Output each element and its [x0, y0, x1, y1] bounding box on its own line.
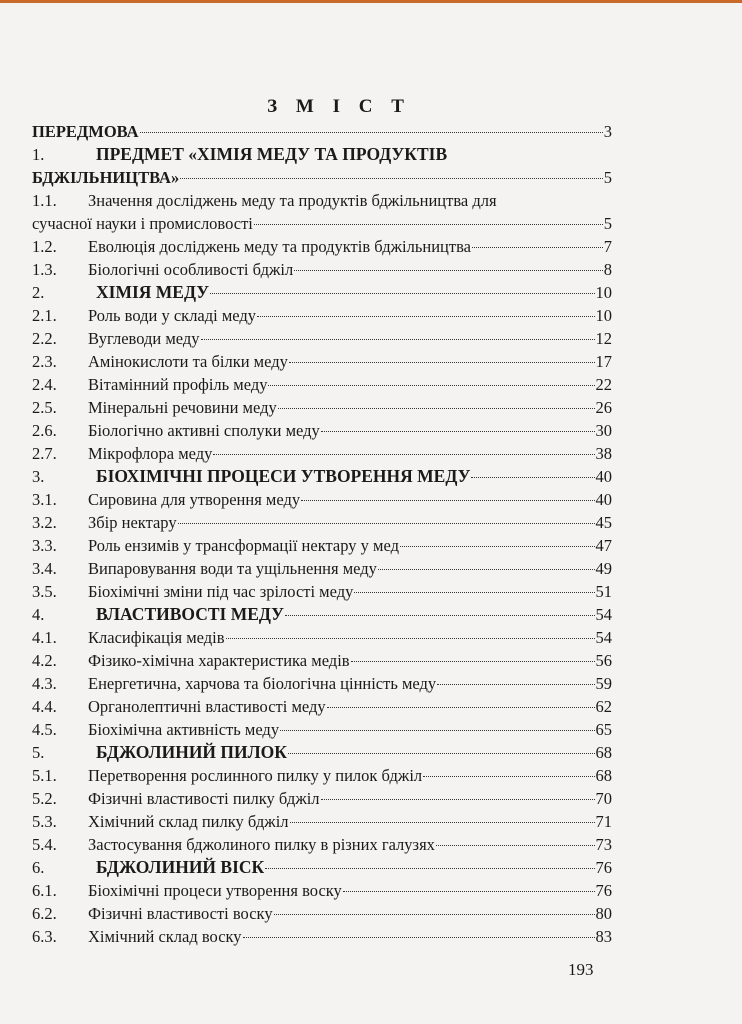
toc-entry-label: Застосування бджолиного пилку в різних галузях [88, 835, 435, 854]
toc-entry-page: 51 [595, 582, 612, 601]
toc-entry-label: ПЕРЕДМОВА [32, 122, 139, 141]
toc-entry-label: Перетворення рослинного пилку у пилок бджіл [88, 766, 423, 785]
toc-entry-label: Вуглеводи меду [88, 329, 200, 348]
toc-leader-dots [213, 454, 594, 455]
toc-entry-page: 49 [595, 559, 612, 578]
toc-leader-dots [290, 822, 595, 823]
toc-entry [32, 442, 612, 465]
toc-entry [32, 833, 612, 856]
toc-leader-dots [378, 569, 595, 570]
toc-entry-page: 3 [603, 122, 612, 141]
toc-entry [32, 465, 612, 488]
toc-entry [32, 488, 612, 511]
toc-entry-label: БДЖІЛЬНИЦТВА» [32, 168, 180, 187]
toc-entry [32, 373, 612, 396]
toc-entry [32, 741, 612, 764]
toc-leader-dots [285, 615, 594, 616]
toc-entry-page: 26 [595, 398, 612, 417]
toc-entry-label: Фізичні властивості воску [88, 904, 273, 923]
toc-entry-number: 3.4. [32, 559, 57, 578]
toc-entry-page: 76 [595, 881, 612, 900]
toc-entry-page: 54 [595, 628, 612, 647]
toc-entry [32, 580, 612, 603]
toc-entry-number: 6.3. [32, 927, 57, 946]
toc-entry-page: 38 [595, 444, 612, 463]
toc-leader-dots [472, 247, 603, 248]
toc-entry-number: 3.5. [32, 582, 57, 601]
toc-entry [32, 856, 612, 879]
toc-leader-dots [321, 799, 595, 800]
toc-leader-dots [243, 937, 595, 938]
toc-entry-number: 5.3. [32, 812, 57, 831]
toc-entry [32, 166, 612, 189]
toc-entry-page: 83 [595, 927, 612, 946]
toc-entry-label: Біологічні особливості бджіл [88, 260, 294, 279]
toc-entry-label: Сировина для утворення меду [88, 490, 301, 509]
toc-entry-label: Значення досліджень меду та продуктів бджільництва для [88, 191, 497, 210]
toc-entry-label: Роль води у складі меду [88, 306, 257, 325]
toc-entry-label: Біохімічні процеси утворення воску [88, 881, 342, 900]
toc-entry-page: 22 [595, 375, 612, 394]
toc-entry-number: 2.2. [32, 329, 57, 348]
toc-entry-page: 65 [595, 720, 612, 739]
toc-entry-label: Вітамінний профіль меду [88, 375, 268, 394]
toc-leader-dots [437, 684, 594, 685]
toc-entry-page: 56 [595, 651, 612, 670]
toc-entry-label: Випаровування води та ущільнення меду [88, 559, 377, 578]
toc-entry [32, 235, 612, 258]
toc-entry [32, 281, 612, 304]
toc-list [32, 120, 612, 948]
toc-entry-page: 10 [595, 283, 612, 302]
toc-entry-label: БІОХІМІЧНІ ПРОЦЕСИ УТВОРЕННЯ МЕДУ [96, 466, 471, 486]
toc-entry [32, 718, 612, 741]
toc-entry [32, 695, 612, 718]
toc-entry-label: Органолептичні властивості меду [88, 697, 326, 716]
toc-entry-number: 2.5. [32, 398, 57, 417]
toc-entry-label: Біохімічна активність меду [88, 720, 280, 739]
toc-leader-dots [400, 546, 595, 547]
toc-entry [32, 925, 612, 948]
toc-entry-label: ХІМІЯ МЕДУ [96, 282, 210, 302]
toc-entry-number: 3.1. [32, 490, 57, 509]
toc-leader-dots [301, 500, 594, 501]
toc-entry-page: 70 [595, 789, 612, 808]
toc-entry [32, 212, 612, 235]
toc-leader-dots [289, 362, 595, 363]
toc-entry-number: 1. [32, 145, 45, 164]
toc-entry-number: 4. [32, 605, 45, 624]
toc-entry-number: 3.3. [32, 536, 57, 555]
toc-entry [32, 557, 612, 580]
toc-leader-dots [351, 661, 595, 662]
toc-entry-label: БДЖОЛИНИЙ ВІСК [96, 857, 265, 877]
toc-leader-dots [354, 592, 594, 593]
toc-entry-number: 4.1. [32, 628, 57, 647]
toc-entry [32, 603, 612, 626]
toc-entry [32, 764, 612, 787]
toc-entry-label: Фізичні властивості пилку бджіл [88, 789, 320, 808]
toc-leader-dots [178, 523, 595, 524]
toc-leader-dots [257, 316, 594, 317]
toc-entry-label: Фізико-хімічна характеристика медів [88, 651, 350, 670]
toc-entry-label: ВЛАСТИВОСТІ МЕДУ [96, 604, 285, 624]
toc-leader-dots [280, 730, 594, 731]
toc-entry-number: 5.2. [32, 789, 57, 808]
toc-leader-dots [265, 868, 594, 869]
toc-entry-number: 2.6. [32, 421, 57, 440]
toc-entry-label: Хімічний склад пилку бджіл [88, 812, 289, 831]
table-of-contents [32, 94, 612, 948]
toc-entry-label: Біохімічні зміни під час зрілості меду [88, 582, 354, 601]
toc-entry-number: 5.4. [32, 835, 57, 854]
toc-entry-number: 6. [32, 858, 45, 877]
toc-entry-number: 4.4. [32, 697, 57, 716]
toc-entry-label: Амінокислоти та білки меду [88, 352, 288, 371]
toc-entry [32, 189, 612, 212]
toc-entry-page: 71 [595, 812, 612, 831]
toc-entry-page: 30 [595, 421, 612, 440]
toc-entry-number: 2.4. [32, 375, 57, 394]
toc-entry-number: 2. [32, 283, 45, 302]
toc-entry-page: 40 [595, 490, 612, 509]
toc-entry-label: БДЖОЛИНИЙ ПИЛОК [96, 742, 287, 762]
toc-entry [32, 810, 612, 833]
toc-leader-dots [343, 891, 595, 892]
toc-entry-page: 45 [595, 513, 612, 532]
toc-entry-number: 4.5. [32, 720, 57, 739]
toc-entry-page: 59 [595, 674, 612, 693]
toc-entry-page: 73 [595, 835, 612, 854]
page-edge [0, 0, 742, 3]
toc-entry [32, 396, 612, 419]
toc-leader-dots [254, 224, 603, 225]
toc-entry [32, 879, 612, 902]
toc-entry-number: 2.7. [32, 444, 57, 463]
toc-entry-number: 1.3. [32, 260, 57, 279]
toc-entry-page: 7 [603, 237, 612, 256]
toc-leader-dots [436, 845, 595, 846]
toc-entry [32, 143, 612, 166]
toc-entry [32, 258, 612, 281]
toc-entry [32, 534, 612, 557]
toc-entry-number: 5.1. [32, 766, 57, 785]
page-number: 193 [568, 960, 594, 979]
toc-leader-dots [294, 270, 603, 271]
toc-entry-label: Енергетична, харчова та біологічна цінність меду [88, 674, 437, 693]
toc-entry [32, 304, 612, 327]
toc-entry-page: 47 [595, 536, 612, 555]
toc-leader-dots [288, 753, 595, 754]
toc-entry-page: 10 [595, 306, 612, 325]
toc-leader-dots [471, 477, 594, 478]
toc-entry-page: 80 [595, 904, 612, 923]
toc-entry [32, 649, 612, 672]
toc-entry [32, 626, 612, 649]
toc-entry-number: 4.3. [32, 674, 57, 693]
toc-entry-page: 40 [595, 467, 612, 486]
toc-entry-number: 1.1. [32, 191, 57, 210]
toc-entry-label: Біологічно активні сполуки меду [88, 421, 320, 440]
toc-entry-label: Хімічний склад воску [88, 927, 242, 946]
toc-entry [32, 120, 612, 143]
toc-entry-page: 5 [603, 214, 612, 233]
toc-leader-dots [226, 638, 595, 639]
toc-leader-dots [201, 339, 595, 340]
toc-entry [32, 350, 612, 373]
toc-entry-page: 5 [603, 168, 612, 187]
toc-entry-number: 3. [32, 467, 45, 486]
toc-entry-page: 54 [595, 605, 612, 624]
toc-entry-number: 5. [32, 743, 45, 762]
toc-entry-page: 68 [595, 766, 612, 785]
toc-entry-label: Еволюція досліджень меду та продуктів бджільництва [88, 237, 471, 256]
toc-leader-dots [180, 178, 603, 179]
toc-leader-dots [321, 431, 595, 432]
toc-entry-number: 6.2. [32, 904, 57, 923]
page-title: З М І С Т [267, 96, 411, 117]
toc-entry-page: 76 [595, 858, 612, 877]
toc-leader-dots [268, 385, 594, 386]
toc-leader-dots [274, 914, 595, 915]
toc-entry-label: Збір нектару [88, 513, 177, 532]
toc-entry-number: 3.2. [32, 513, 57, 532]
toc-entry-number: 1.2. [32, 237, 57, 256]
toc-leader-dots [278, 408, 595, 409]
toc-entry [32, 787, 612, 810]
toc-entry-page: 62 [595, 697, 612, 716]
toc-entry-number: 2.1. [32, 306, 57, 325]
toc-entry [32, 419, 612, 442]
toc-entry [32, 511, 612, 534]
toc-entry-label: Мінеральні речовини меду [88, 398, 277, 417]
toc-entry-label: Класифікація медів [88, 628, 225, 647]
toc-entry-label: ПРЕДМЕТ «ХІМІЯ МЕДУ ТА ПРОДУКТІВ [96, 144, 448, 164]
toc-leader-dots [327, 707, 595, 708]
toc-entry-page: 8 [603, 260, 612, 279]
toc-leader-dots [210, 293, 594, 294]
toc-entry-number: 4.2. [32, 651, 57, 670]
toc-entry-page: 12 [595, 329, 612, 348]
toc-entry-label: сучасної науки і промисловості [32, 214, 253, 233]
toc-entry-page: 17 [595, 352, 612, 371]
toc-entry-page: 68 [595, 743, 612, 762]
toc-entry-label: Мікрофлора меду [88, 444, 213, 463]
toc-entry [32, 672, 612, 695]
toc-entry-number: 6.1. [32, 881, 57, 900]
toc-entry [32, 327, 612, 350]
toc-leader-dots [423, 776, 594, 777]
toc-entry-label: Роль ензимів у трансформації нектару у мед [88, 536, 399, 555]
toc-entry-number: 2.3. [32, 352, 57, 371]
toc-entry [32, 902, 612, 925]
toc-leader-dots [140, 132, 603, 133]
